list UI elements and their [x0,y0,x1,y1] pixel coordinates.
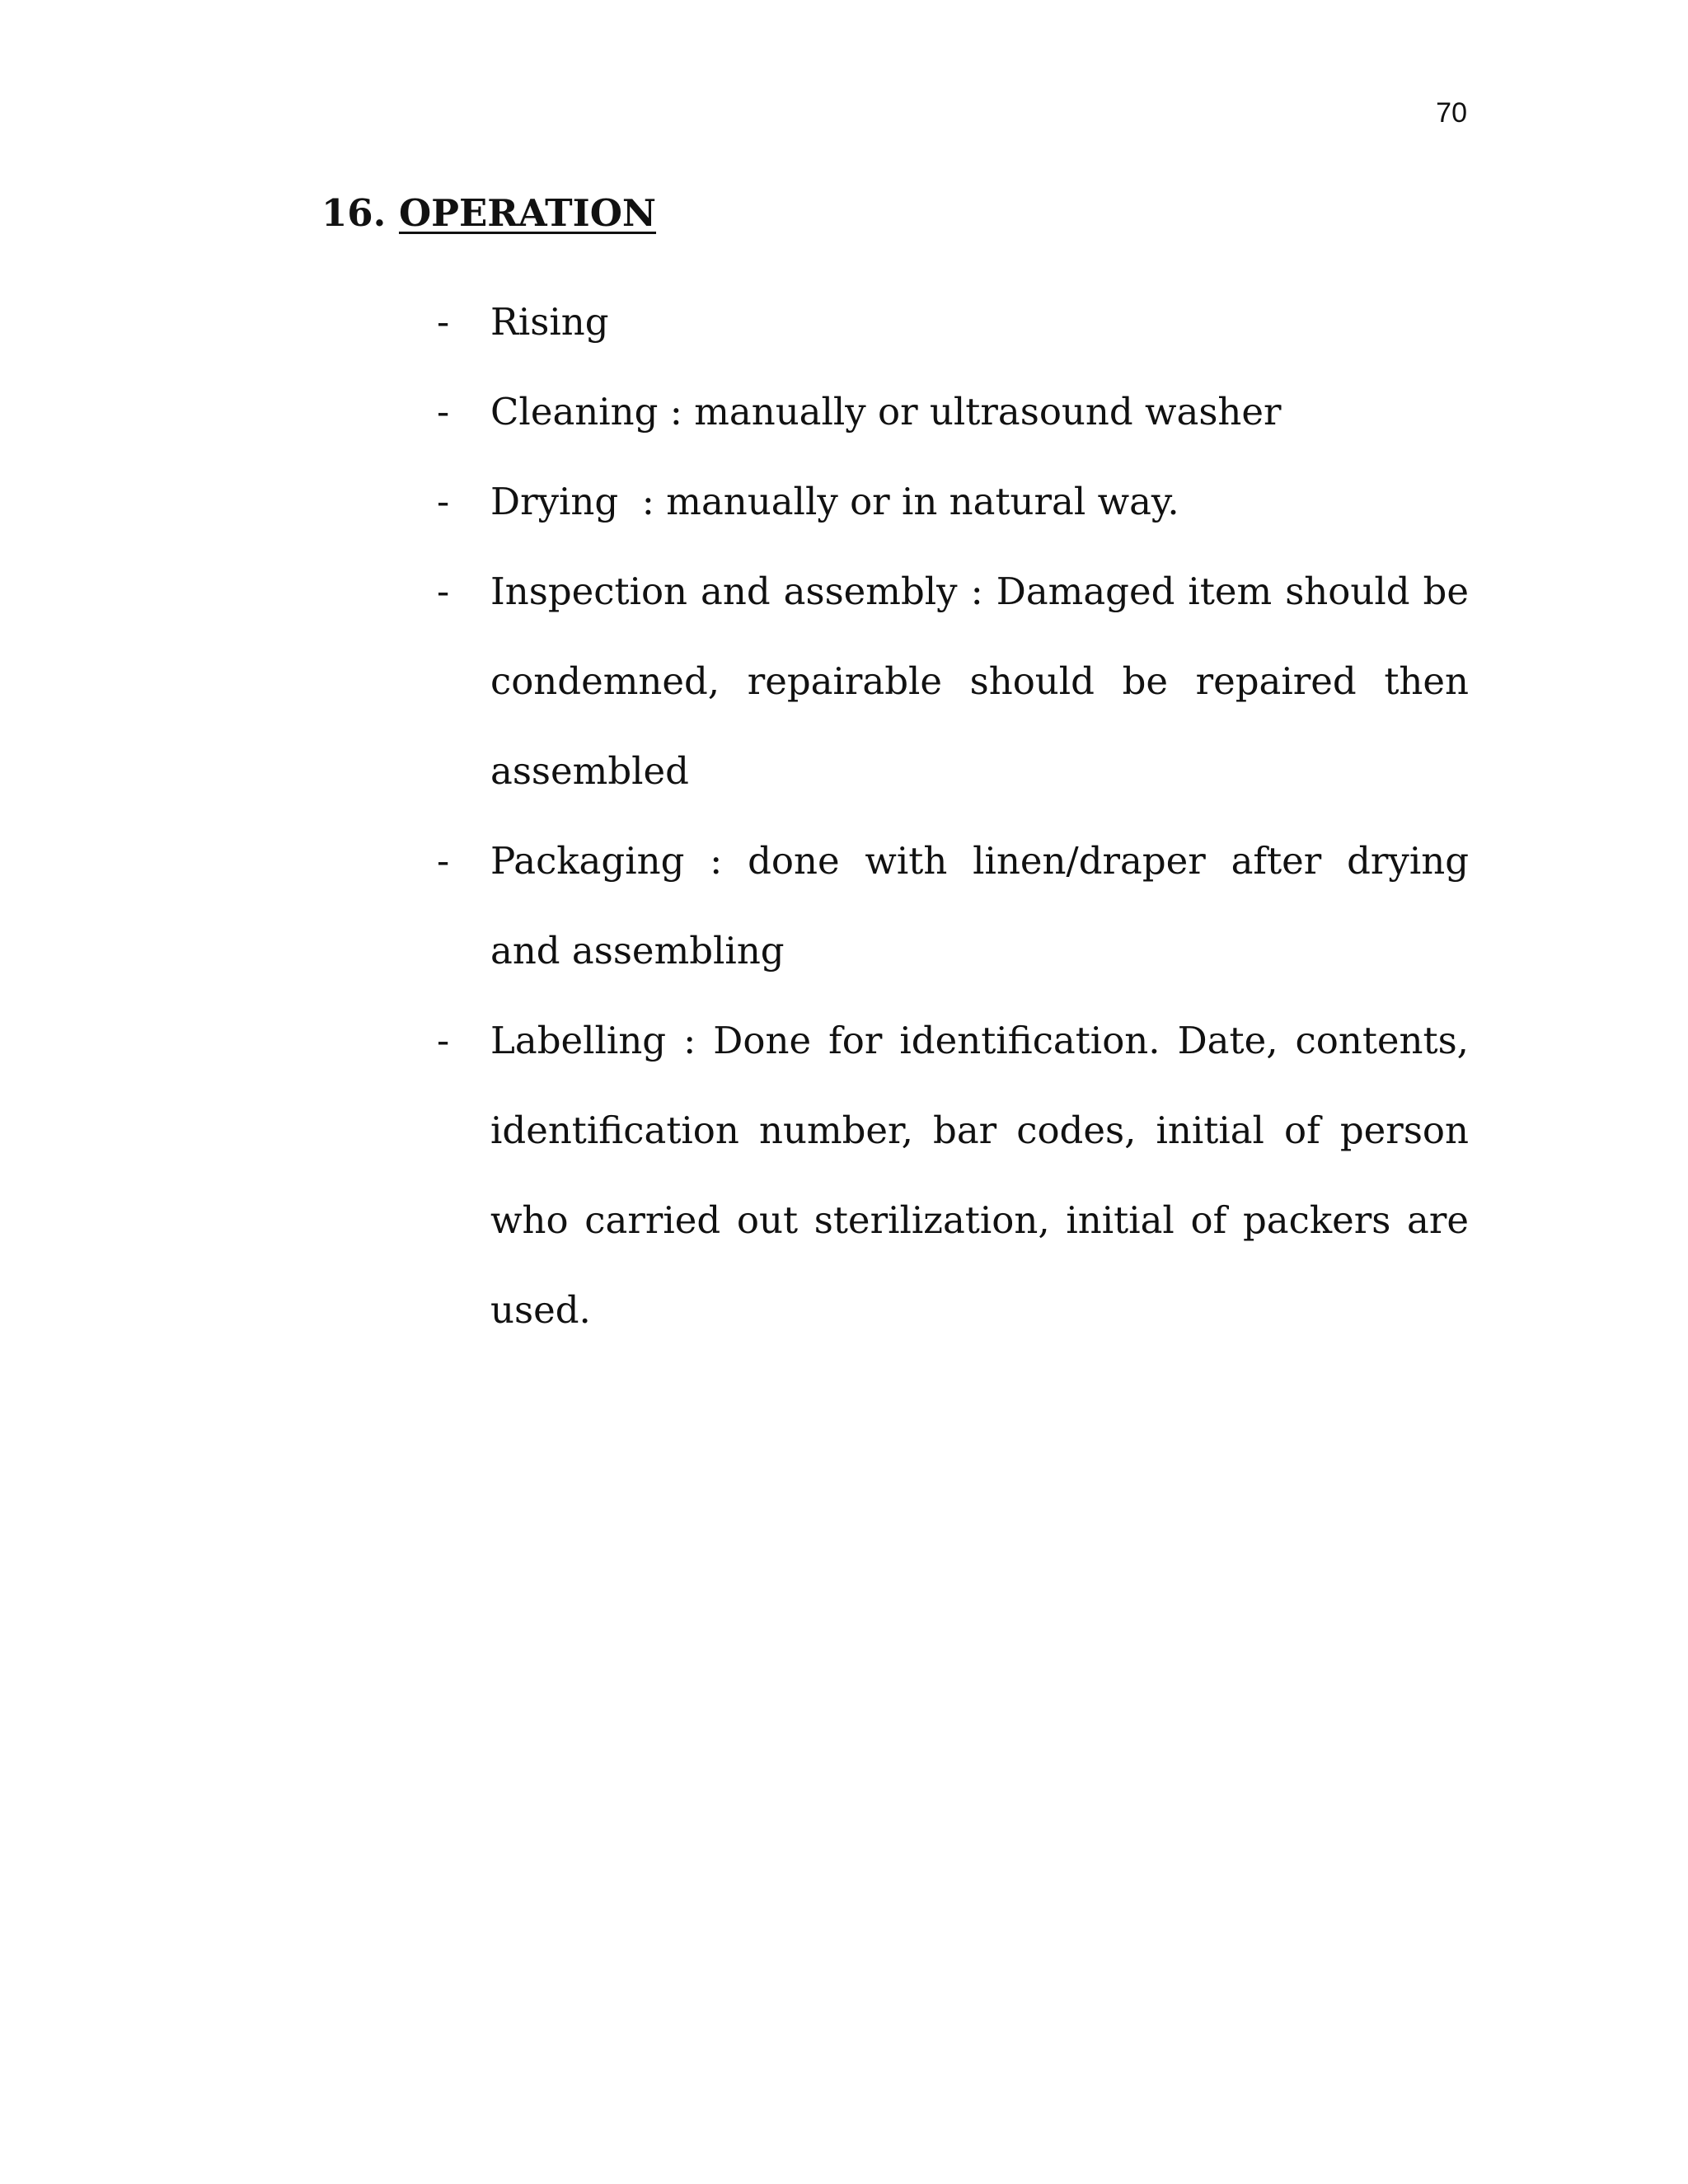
list-item-text: Packaging : done with linen/draper after drying and assembling [490,839,1469,972]
list-item-drying [437,457,1469,546]
list-bullet: - [437,1019,450,1062]
list-bullet: - [437,839,450,883]
list-item-packaging [437,816,1469,996]
list-item-text: Inspection and assembly : Damaged item should be condemned, repairable should be repaired then assembled [490,569,1469,793]
operation-list [437,277,1469,1355]
section-number: 16. [321,191,387,235]
list-item-labelling [437,996,1469,1355]
section-heading [321,191,656,235]
list-bullet: - [437,480,450,523]
list-item-text: Rising [490,300,609,344]
page-number: 70 [1436,97,1467,129]
list-bullet: - [437,300,450,344]
list-item-text: Drying : manually or in natural way. [490,480,1179,523]
list-bullet: - [437,569,450,613]
list-item-cleaning [437,367,1469,457]
list-item-inspection [437,546,1469,816]
list-item-text: Cleaning : manually or ultrasound washer [490,390,1282,434]
list-item-rising [437,277,1469,367]
list-bullet: - [437,390,450,434]
list-item-text: Labelling : Done for identification. Date, contents, identification number, bar codes, initial of person who carried out sterilization, initial of packers are used. [490,1019,1469,1332]
section-title: OPERATION [398,191,657,235]
